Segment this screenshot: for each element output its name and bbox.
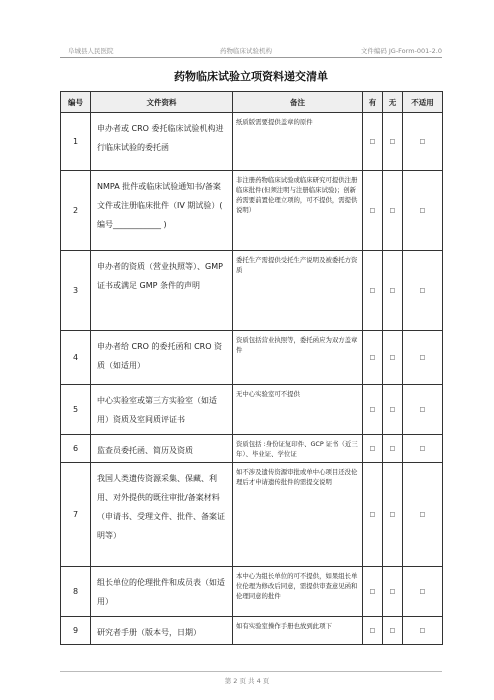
row-document-name: 申办者给 CRO 的委托函和 CRO 资质（如适用） [91, 331, 233, 385]
row-remarks: 纸质版需要提供盖章的原件 [233, 113, 363, 171]
checkbox-no[interactable]: □ [383, 113, 403, 171]
row-number: 1 [61, 113, 91, 171]
checkbox-na[interactable]: □ [403, 331, 443, 385]
row-document-name: 中心实验室或第三方实验室（如适用）资质及室间质评证书 [91, 385, 233, 435]
row-document-name: 我国人类遗传资源采集、保藏、利用、对外提供的既往审批/备案材料（申请书、受理文件、批件、备案证明等） [91, 463, 233, 567]
checkbox-yes[interactable]: □ [363, 251, 383, 331]
checkbox-yes[interactable]: □ [363, 113, 383, 171]
row-number: 5 [61, 385, 91, 435]
row-number: 6 [61, 435, 91, 463]
document-title: 药物临床试验立项资料递交清单 [174, 70, 328, 83]
checkbox-na[interactable]: □ [403, 251, 443, 331]
row-number: 2 [61, 171, 91, 251]
row-document-name: 研究者手册（版本号，日期） [91, 617, 233, 645]
header-org: 阜城县人民医院 [68, 47, 114, 55]
table-row [61, 171, 443, 251]
row-document-name: 申办者的资质（营业执照等）、GMP 证书或满足 GMP 条件的声明 [91, 251, 233, 331]
checkbox-na[interactable]: □ [403, 617, 443, 645]
row-number: 7 [61, 463, 91, 567]
checkbox-no[interactable]: □ [383, 463, 403, 567]
checkbox-no[interactable]: □ [383, 567, 403, 617]
checkbox-na[interactable]: □ [403, 567, 443, 617]
table-row [61, 385, 443, 435]
row-number: 4 [61, 331, 91, 385]
table-row [61, 617, 443, 645]
table-row [61, 463, 443, 567]
table-row [61, 435, 443, 463]
checkbox-no[interactable]: □ [383, 331, 403, 385]
col-header-remarks: 备注 [233, 92, 363, 113]
page-header [60, 44, 442, 58]
checkbox-na[interactable]: □ [403, 385, 443, 435]
checkbox-yes[interactable]: □ [363, 385, 383, 435]
row-document-name: 监查员委托函、简历及资质 [91, 435, 233, 463]
col-header-yes: 有 [363, 92, 383, 113]
row-remarks: 如不涉及遗传资源审批或单中心项目还没伦理后才申请遗传批件的需提交说明 [233, 463, 363, 567]
row-remarks: 非注册药物临床试验或临床研究可提供注册临床批件(但须注明与注册临床试验)；创新药需要前置伦理立项的，可不提供，需提供说明） [233, 171, 363, 251]
row-remarks: 资质包括 :身份证复印件、GCP 证书（近三年）、毕业证、学位证 [233, 435, 363, 463]
checkbox-yes[interactable]: □ [363, 171, 383, 251]
checkbox-no[interactable]: □ [383, 385, 403, 435]
header-docno: 文件编码 JG-Form-001-2.0 [360, 47, 442, 55]
table-row [61, 113, 443, 171]
row-number: 9 [61, 617, 91, 645]
checkbox-no[interactable]: □ [383, 251, 403, 331]
row-remarks: 如有实验室操作手册也放到此项下 [233, 617, 363, 645]
table-row [61, 567, 443, 617]
checkbox-na[interactable]: □ [403, 171, 443, 251]
page-footer: 第 2 页 共 4 页 [224, 677, 270, 685]
table-row [61, 251, 443, 331]
checkbox-yes[interactable]: □ [363, 567, 383, 617]
col-header-document: 文件资料 [91, 92, 233, 113]
row-remarks: 无中心实验室可不提供 [233, 385, 363, 435]
row-remarks: 本中心为组长单位的可不提供，如果组长单位伦理为修改后同意，需提供审查意见函和伦理同意的批件 [233, 567, 363, 617]
col-header-no: 无 [383, 92, 403, 113]
checkbox-yes[interactable]: □ [363, 331, 383, 385]
checkbox-yes[interactable]: □ [363, 617, 383, 645]
checkbox-na[interactable]: □ [403, 463, 443, 567]
row-remarks: 资质包括营业执照等，委托函应为双方盖章件 [233, 331, 363, 385]
header-divider [60, 57, 442, 58]
submission-checklist-table [60, 91, 443, 645]
col-header-na: 不适用 [403, 92, 443, 113]
row-remarks: 委托生产需提供受托生产说明及被委托方资质 [233, 251, 363, 331]
row-document-name: 申办者或 CRO 委托临床试验机构进行临床试验的委托函 [91, 113, 233, 171]
col-header-number: 编号 [61, 92, 91, 113]
row-number: 3 [61, 251, 91, 331]
footer-divider [60, 671, 442, 672]
checkbox-no[interactable]: □ [383, 171, 403, 251]
checkbox-yes[interactable]: □ [363, 463, 383, 567]
checkbox-yes[interactable]: □ [363, 435, 383, 463]
checkbox-no[interactable]: □ [383, 435, 403, 463]
checkbox-na[interactable]: □ [403, 113, 443, 171]
row-number: 8 [61, 567, 91, 617]
table-header-row [61, 92, 443, 113]
table-row [61, 331, 443, 385]
row-document-name: 组长单位的伦理批件和成员表（如适用） [91, 567, 233, 617]
header-dept: 药物临床试验机构 [220, 47, 272, 55]
row-document-name: NMPA 批件或临床试验通知书/备案文件或注册临床批件（IV 期试验）( 编号____________ ) [91, 171, 233, 251]
checkbox-no[interactable]: □ [383, 617, 403, 645]
checkbox-na[interactable]: □ [403, 435, 443, 463]
